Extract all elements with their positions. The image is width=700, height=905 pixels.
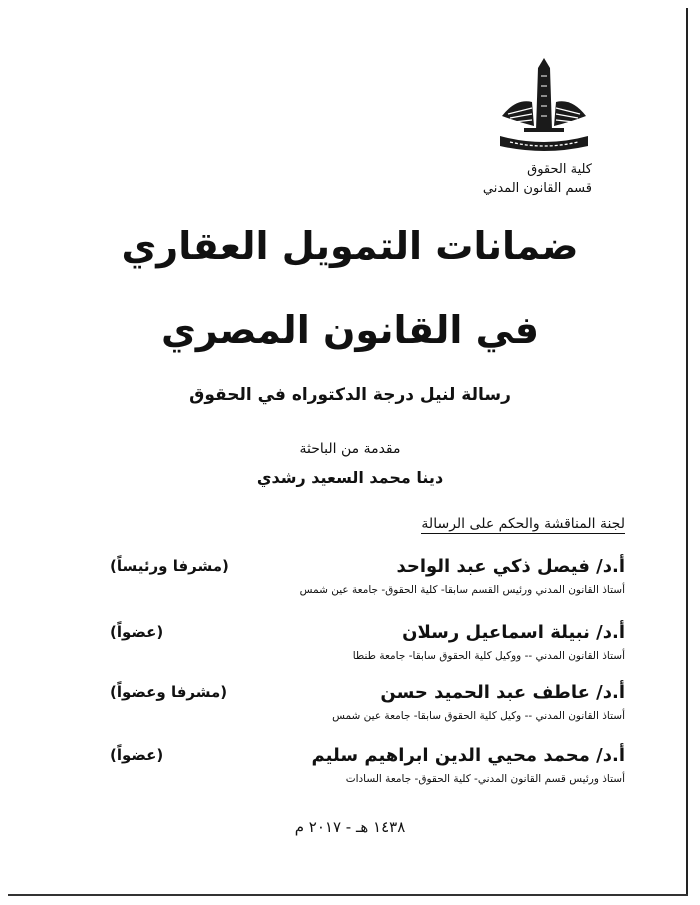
page-bottom-border xyxy=(8,894,688,896)
member-description: أستاذ القانون المدني -- وكيل كلية الحقوق سابقا- جامعة عين شمس xyxy=(332,710,625,722)
page-right-border xyxy=(686,8,688,896)
thesis-title-line-1: ضمانات التمويل العقاري xyxy=(121,224,579,268)
author-name: دينا محمد السعيد رشدي xyxy=(256,468,444,487)
member-name: أ.د/ نبيلة اسماعيل رسلان xyxy=(402,622,625,643)
member-description: أستاذ ورئيس قسم القانون المدني- كلية الحقوق- جامعة السادات xyxy=(345,773,625,785)
member-description: أستاذ القانون المدني ورئيس القسم سابقا- كلية الحقوق- جامعة عين شمس xyxy=(299,584,625,596)
member-role: (مشرفا ورئيساً) xyxy=(110,557,229,575)
committee-heading: لجنة المناقشة والحكم على الرسالة xyxy=(421,516,625,532)
presented-by-label: مقدمة من الباحثة xyxy=(299,441,401,457)
member-description: أستاذ القانون المدني -- ووكيل كلية الحقوق سابقا- جامعة طنطا xyxy=(352,650,625,662)
member-role: (مشرفا وعضواً) xyxy=(110,683,228,701)
member-role: (عضواً) xyxy=(110,746,164,764)
member-role: (عضواً) xyxy=(110,623,164,641)
member-name: أ.د/ فيصل ذكي عبد الواحد xyxy=(396,556,625,577)
department-name: قسم القانون المدني xyxy=(482,181,592,196)
submission-date: ١٤٣٨ هـ - ٢٠١٧ م xyxy=(294,818,406,836)
member-name: أ.د/ عاطف عبد الحميد حسن xyxy=(380,682,625,703)
thesis-title-line-2: في القانون المصري xyxy=(161,308,539,352)
university-logo-icon xyxy=(494,56,594,152)
member-name: أ.د/ محمد محيي الدين ابراهيم سليم xyxy=(311,745,625,766)
faculty-name: كلية الحقوق xyxy=(527,162,592,177)
degree-statement: رسالة لنيل درجة الدكتوراه في الحقوق xyxy=(189,385,511,405)
